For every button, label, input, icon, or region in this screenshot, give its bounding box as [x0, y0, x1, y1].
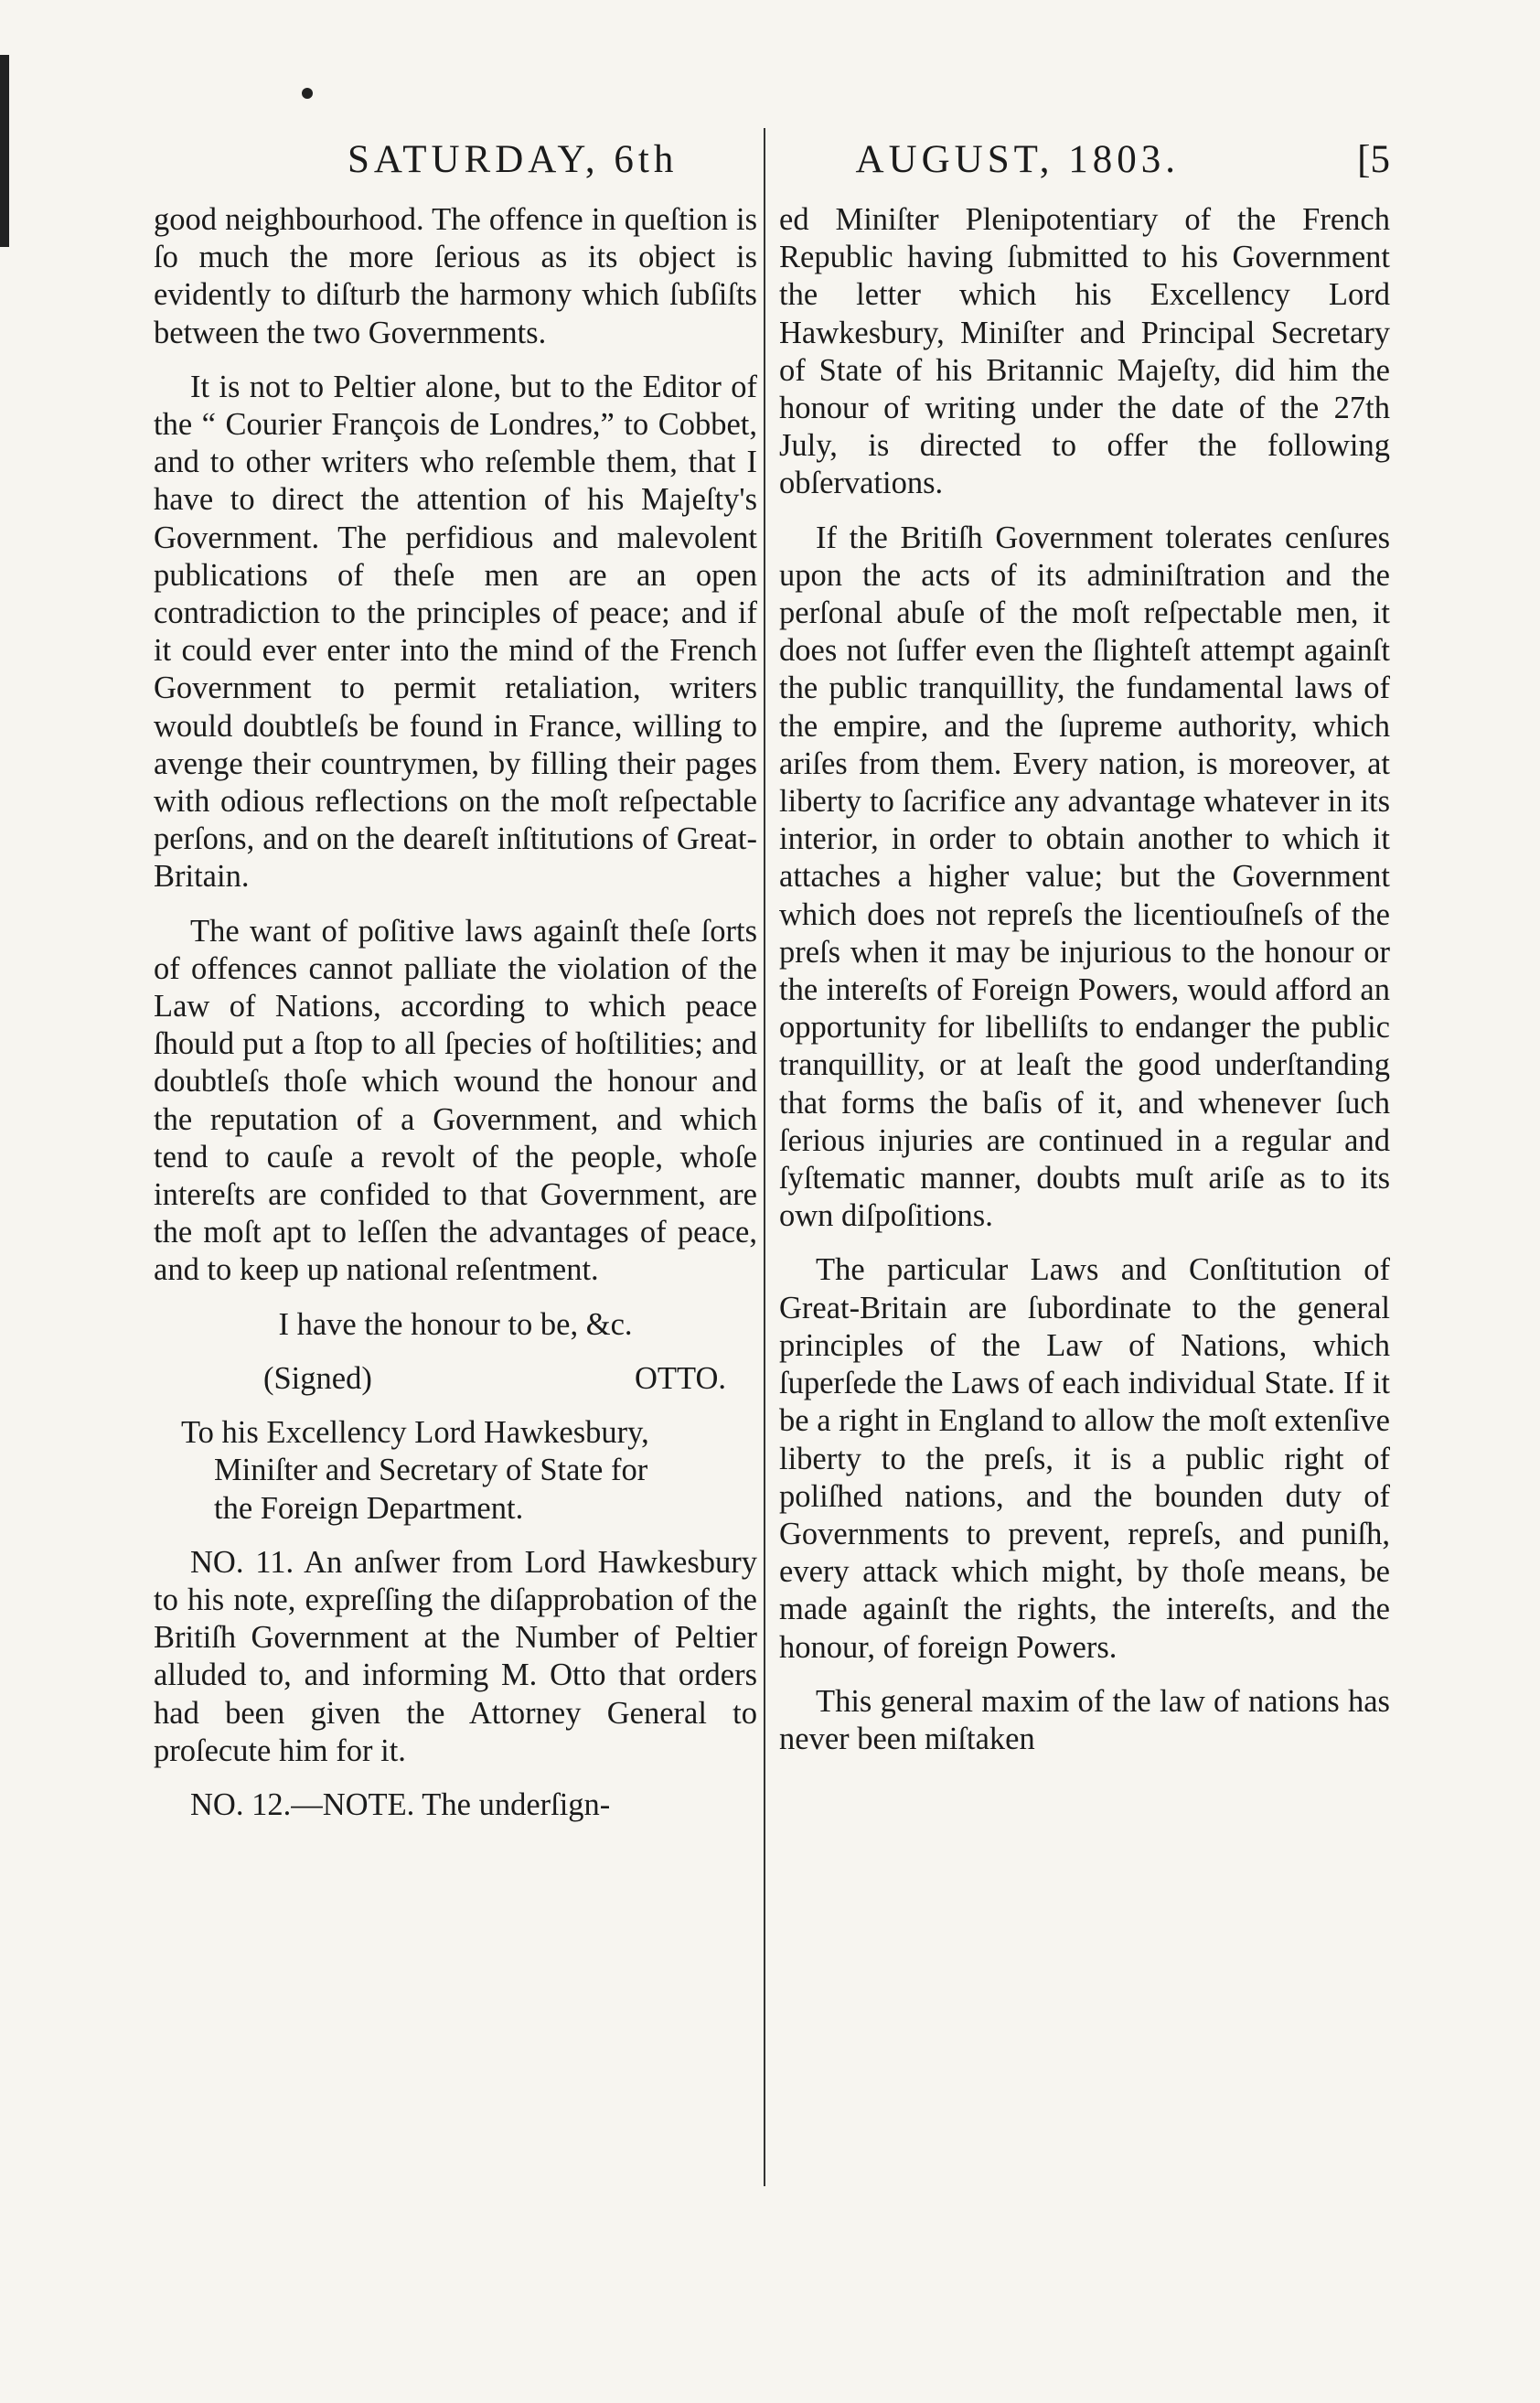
paragraph: It is not to Peltier alone, but to the Editor of the “ Courier François de Londres,” to Cobbet, and to other writers who reſemble them, that I have to direct the attention of his Majeſty's Government. The perfidious and malevolent publications of theſe men are an open contradiction to the principles of peace; and if it could ever enter into the mind of the French Government to permit retaliation, writers would doubtleſs be found in France, willing to avenge their countrymen, by filling their pages with odious reflections on the moſt reſpectable perſons, and on the deareſt inſtitutions of Great-Britain.: [154, 369, 757, 895]
page-number: [5: [1357, 138, 1390, 181]
document-entry-no11: NO. 11. An anſwer from Lord Hawkesbury to his note, expreſſing the diſapprobation of the Britiſh Government at the Number of Peltier alluded to, and informing M. Otto that orders had been given the Attorney General to proſecute him for it.: [154, 1544, 757, 1768]
closing-line: I have the honour to be, &c.: [278, 1306, 633, 1342]
left-column: [154, 201, 757, 1840]
address-block: [154, 1414, 757, 1528]
address-line: the Foreign Department.: [214, 1490, 524, 1526]
ink-speck: [302, 88, 313, 99]
signed-label: (Signed): [263, 1360, 372, 1396]
header-date: AUGUST, 1803.: [855, 138, 1180, 181]
running-header: [348, 137, 1390, 182]
paragraph: good neighbourhood. The offence in queſtion is ſo much the more ſerious as its object is evidently to diſturb the harmony which ſubſiſts between the two Governments.: [154, 202, 757, 350]
paragraph: This general maxim of the law of nations has never been miſtaken: [779, 1683, 1390, 1756]
paragraph: The particular Laws and Conſtitution of Great-Britain are ſubordinate to the general principles of the Law of Nations, which ſuperſede the Laws of each individual State. If it be a right in England to allow the moſt extenſive liberty to the preſs, it is a public right of poliſhed nations, and the bounden duty of Governments to prevent, repreſs, and puniſh, every attack which might, by thoſe means, be made againſt the rights, the intereſts, and the honour, of foreign Powers.: [779, 1252, 1390, 1665]
signature-line: [154, 1360, 757, 1398]
header-day: SATURDAY, 6th: [348, 138, 679, 181]
column-rule: [764, 128, 765, 2186]
paragraph: The want of poſitive laws againſt theſe ſorts of offences cannot palliate the violation of the Law of Nations, according to which peace ſhould put a ſtop to all ſpecies of hoſtilities; and doubtleſs thoſe which wound the honour and the reputation of a Government, and which tend to cauſe a revolt of the people, whoſe intereſts are confided to that Government, are the moſt apt to leſſen the advantages of peace, and to keep up national reſentment.: [154, 913, 757, 1288]
address-line: To his Excellency Lord Hawkesbury,: [181, 1415, 649, 1451]
document-entry-no12: NO. 12.—NOTE. The underſign-: [190, 1786, 611, 1822]
scan-edge-mark: [0, 55, 9, 247]
right-column: [779, 201, 1390, 1775]
address-line: Miniſter and Secretary of State for: [214, 1453, 648, 1488]
signed-name: OTTO.: [635, 1360, 726, 1396]
paragraph: If the Britiſh Government tolerates cenſures upon the acts of its adminiſtration and the perſonal abuſe of the moſt reſpectable men, it does not ſuffer even the ſlighteſt attempt againſt the public tranquillity, the fundamental laws of the empire, and the ſupreme authority, which ariſes from them. Every nation, is moreover, at liberty to ſacrifice any advantage whatever in its interior, in order to obtain another to which it attaches a higher value; but the Government which does not repreſs the licentiouſneſs of the preſs when it may be injurious to the honour or the intereſts of Foreign Powers, would afford an opportunity for libelliſts to endanger the public tranquillity, or at leaſt the good underſtanding that forms the baſis of it, and whenever ſuch ſerious injuries are continued in a regular and ſyſtematic manner, doubts muſt ariſe as to its own diſpoſitions.: [779, 520, 1390, 1234]
paragraph: ed Miniſter Plenipotentiary of the French Republic having ſubmitted to his Government the letter which his Excellency Lord Hawkesbury, Miniſter and Principal Secretary of State of his Britannic Majeſty, did him the honour of writing under the date of the 27th July, is directed to offer the following obſervations.: [779, 202, 1390, 501]
